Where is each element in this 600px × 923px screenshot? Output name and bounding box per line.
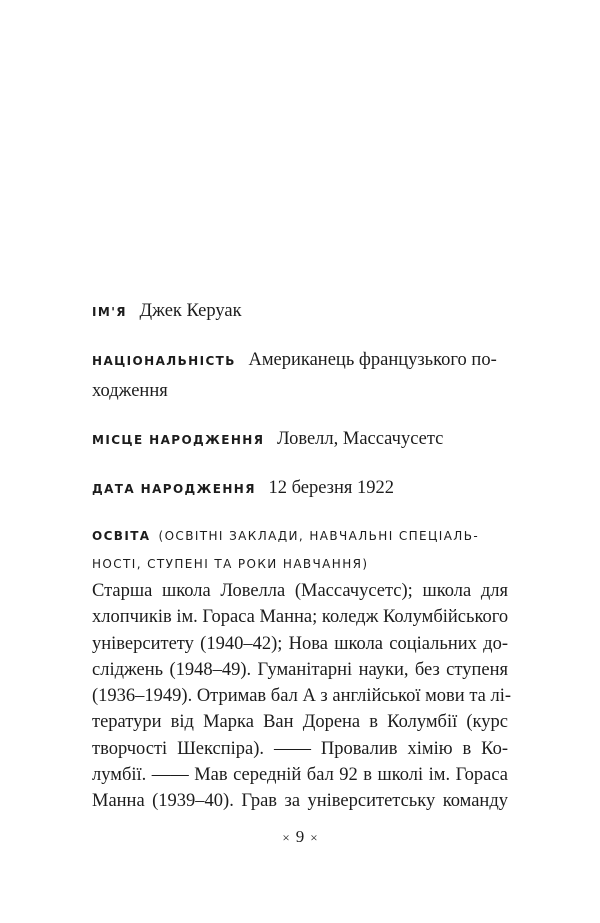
form-content	[92, 296, 511, 815]
field-name	[92, 296, 508, 327]
education-line: тератури від Марка Ван Дорена в Колумбії (курс	[92, 712, 508, 733]
folio-mark-right: ×	[310, 830, 318, 845]
field-education-header	[92, 522, 508, 578]
field-education	[92, 522, 511, 815]
field-birthplace-value: Ловелл, Массачусетс	[276, 429, 444, 449]
education-line: творчості Шекспіра). —— Провалив хімію в Ко-	[92, 738, 508, 759]
field-birthdate-value: 12 березня 1922	[268, 478, 395, 498]
folio-mark-left: ×	[282, 830, 290, 845]
field-birthplace	[92, 424, 508, 455]
field-name-label: ІМ'Я	[92, 305, 127, 319]
education-line: сліджень (1948–49). Гуманітарні науки, без ступеня	[92, 659, 508, 680]
field-name-value: Джек Керуак	[139, 301, 242, 321]
page-number	[0, 826, 600, 849]
field-education-sublabel-line1: (ОСВІТНІ ЗАКЛАДИ, НАВЧАЛЬНІ СПЕЦІАЛЬ-	[158, 529, 480, 543]
field-education-value	[92, 578, 511, 815]
field-birthdate	[92, 473, 508, 504]
field-birthplace-label: МІСЦЕ НАРОДЖЕННЯ	[92, 433, 265, 447]
field-nationality-value-line1: Американець французького по-	[248, 350, 497, 370]
field-birthdate-label: ДАТА НАРОДЖЕННЯ	[92, 482, 256, 496]
education-line: Манна (1939–40). Грав за університетську команду	[92, 791, 508, 812]
field-education-label: ОСВІТА	[92, 529, 151, 543]
field-nationality	[92, 345, 508, 406]
education-line: Старша школа Ловелла (Массачусетс); школа для	[92, 581, 508, 601]
education-line: (1936–1949). Отримав бал А з англійської мови та лі-	[92, 686, 511, 707]
education-line: лумбії. —— Мав середній бал 92 в школі ім. Гораса	[92, 765, 508, 786]
education-line: хлопчиків ім. Гораса Манна; коледж Колумбійського	[92, 607, 509, 628]
folio-number: 9	[295, 827, 305, 846]
field-nationality-label: НАЦІОНАЛЬНІСТЬ	[92, 354, 236, 368]
field-nationality-value-line2: ходження	[92, 381, 168, 401]
education-line: університету (1940–42); Нова школа соціальних до-	[92, 633, 508, 654]
field-education-sublabel-line2: НОСТІ, СТУПЕНІ ТА РОКИ НАВЧАННЯ)	[92, 557, 369, 571]
